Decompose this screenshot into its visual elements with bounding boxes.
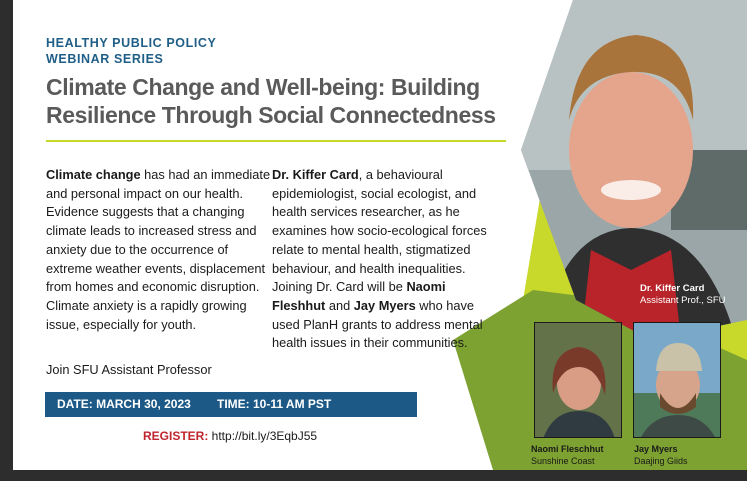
speaker-paragraph — [272, 166, 502, 353]
jay-place: Daajing Giids — [634, 456, 688, 466]
jay-photo-image — [634, 323, 721, 438]
climate-change-bold: Climate change — [46, 167, 141, 182]
speaker-text-2: who have used PlanH grants to address mental health issues in their communities. — [272, 297, 483, 351]
naomi-caption — [531, 443, 604, 467]
register-link[interactable]: http://bit.ly/3EqbJ55 — [208, 429, 318, 443]
event-date: DATE: MARCH 30, 2023 — [57, 397, 191, 411]
naomi-photo-image — [535, 323, 622, 438]
webinar-flyer — [13, 0, 747, 470]
naomi-name: Naomi Fleschhut — [531, 444, 604, 454]
register-line — [143, 429, 317, 443]
naomi-place: Sunshine Coast — [531, 456, 595, 466]
naomi-photo — [534, 322, 622, 438]
date-time-bar — [45, 392, 417, 417]
and-text: and — [325, 297, 354, 313]
naomi-bold: Naomi Fleshhut — [272, 279, 446, 313]
title-line-1: Climate Change and Well-being: Building — [46, 74, 480, 100]
kiffer-card-bold: Dr. Kiffer Card — [272, 167, 359, 182]
window-frame-bottom — [0, 470, 747, 481]
series-label — [46, 35, 216, 67]
title-line-2: Resilience Through Social Connectedness — [46, 102, 496, 128]
event-time: TIME: 10-11 AM PST — [217, 397, 332, 411]
jay-name: Jay Myers — [634, 444, 678, 454]
kiffer-role: Assistant Prof., SFU — [640, 295, 726, 306]
jay-photo — [633, 322, 721, 438]
intro-paragraph — [46, 166, 271, 334]
series-line-2: WEBINAR SERIES — [46, 52, 164, 66]
series-line-1: HEALTHY PUBLIC POLICY — [46, 36, 217, 50]
kiffer-caption — [640, 283, 726, 307]
page-title — [46, 73, 506, 129]
join-text: Join SFU Assistant Professor — [46, 362, 212, 377]
title-underline — [46, 140, 506, 142]
speaker-text-1: , a behavioural epidemiologist, social ecologist, and health services researcher, as he examines how socio-ecological forces relate to mental health, stigmatized behaviour, and health inequalities. Joining Dr. Card will be — [272, 167, 487, 295]
kiffer-name: Dr. Kiffer Card — [640, 283, 705, 294]
register-label: REGISTER: — [143, 429, 209, 443]
jay-bold: Jay Myers — [353, 297, 416, 313]
jay-caption — [634, 443, 688, 467]
window-frame-left — [0, 0, 13, 481]
intro-text: has had an immediate and personal impact on our health. Evidence suggests that a changing climate leads to increased stress and anxiety due to the occurrence of extreme weather events, displacement from homes and economic disruption. Climate anxiety is a rapidly growing issue, especially for youth. — [46, 167, 271, 332]
